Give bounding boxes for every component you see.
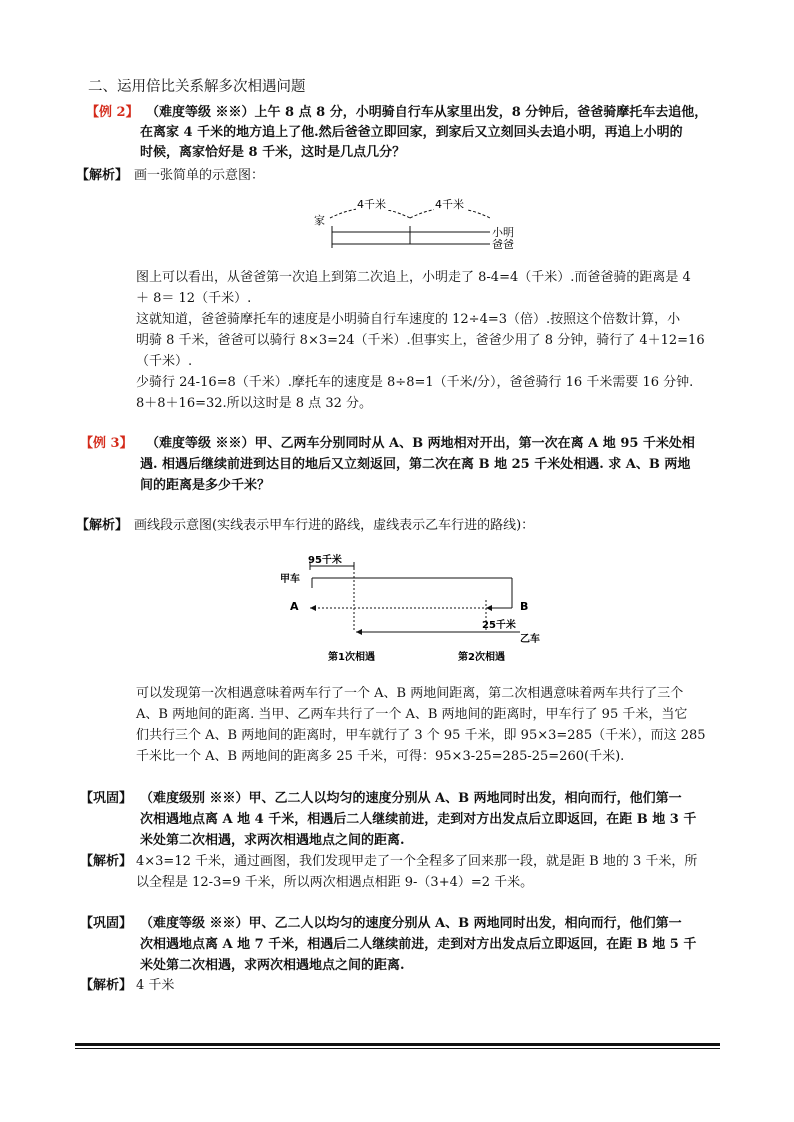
consolidation-2-analysis-tag: 【解析】 [80,978,133,993]
label-meeting-2: 第2次相遇 [458,652,505,663]
label-baba: 爸爸 [492,238,514,251]
example-2-body-6: 少骑行 24-16=8（千米）.摩托车的速度是 8÷8=1（千米/分），爸爸骑行 16 千米需要 16 分钟. [136,375,694,390]
consolidation-1-analysis-2: 以全程是 12-3=9 千米，所以两次相遇点相距 9-（3+4）=2 千米。 [136,875,534,890]
label-xiaoming: 小明 [492,226,514,239]
consolidation-1-analysis-1: 4×3=12 千米，通过画图，我们发现甲走了一个全程多了回来那一段，就是距 B 地的 3 千米，所 [136,854,698,869]
example-3-body-3: 们共行三个 A、B 两地间的距离时，甲车就行了 3 个 95 千米，即 95×3=285（千米），而这 285 [136,728,706,743]
consolidation-2-analysis: 4 千米 [136,978,175,993]
example-3-tag: 【例 3】 [80,436,133,451]
example-3-body-2: A、B 两地间的距离. 当甲、乙两车共行了一个 A、B 两地间的距离时，甲车行了 95 千米，当它 [136,707,688,722]
label-seg1: 4千米 [357,198,386,211]
example-2-body-4: 明骑 8 千米，爸爸可以骑行 8×3=24（千米）.但事实上，爸爸少用了 8 分钟，骑行了 4＋12=16 [136,333,705,348]
example-2-analysis-tag: 【解析】 [76,168,129,183]
consolidation-1-line-3: 米处第二次相遇，求两次相遇地点之间的距离. [140,833,405,848]
meeting-diagram [276,552,556,670]
example-3-line-1: （难度等级 ※※）甲、乙两车分别同时从 A、B 两地相对开出，第一次在离 A 地 95 千米处相 [146,436,695,451]
example-3-analysis-lead: 画线段示意图(实线表示甲车行进的路线，虚线表示乙车行进的路线)： [134,518,535,533]
pursuit-diagram [300,188,520,258]
example-2-body-7: 8＋8＋16=32.所以这时是 8 点 32 分。 [136,396,372,411]
label-b: B [520,600,529,613]
example-3-analysis-tag: 【解析】 [76,518,129,533]
example-2-analysis-lead: 画一张简单的示意图： [134,168,265,183]
consolidation-1-tag: 【巩固】 [80,791,133,806]
consolidation-1-line-1: （难度级别 ※※）甲、乙二人以均匀的速度分别从 A、B 两地同时出发，相向而行，他们第一 [140,791,682,806]
consolidation-1-line-2: 次相遇地点离 A 地 4 千米，相遇后二人继续前进，走到对方出发点后立即返回，在距 B 地 3 千 [140,812,697,827]
section-title: 二、运用倍比关系解多次相遇问题 [88,79,306,95]
label-yi-car: 乙车 [520,634,540,645]
label-25km: 25千米 [482,620,516,631]
footer-rule-thin [75,1048,720,1049]
example-2-body-1: 图上可以看出，从爸爸第一次追上到第二次追上，小明走了 8-4=4（千米）.而爸爸骑的距离是 4 [136,270,691,285]
example-3-body-4: 千米比一个 A、B 两地间的距离多 25 千米，可得：95×3-25=285-25=260(千米). [136,749,625,764]
footer-rule-thick [75,1043,720,1046]
example-2-body-2: ＋ 8＝ 12（千米）. [136,291,252,306]
label-meeting-1: 第1次相遇 [328,652,375,663]
example-2-body-5: （千米）. [136,354,193,369]
consolidation-2-line-3: 米处第二次相遇，求两次相遇地点之间的距离. [140,958,405,973]
label-a: A [290,600,299,613]
example-2-line-3: 时候，离家恰好是 8 千米，这时是几点几分？ [140,145,406,160]
example-2-tag: 【例 2】 [86,105,139,120]
example-2-line-2: 在离家 4 千米的地方追上了他.然后爸爸立即回家，到家后又立刻回头去追小明，再追上小明的 [140,125,683,140]
example-3-body-1: 可以发现第一次相遇意味着两车行了一个 A、B 两地间距离，第二次相遇意味着两车共行了三个 [136,686,684,701]
consolidation-2-line-2: 次相遇地点离 A 地 7 千米，相遇后二人继续前进，走到对方出发点后立即返回，在距 B 地 5 千 [140,937,697,952]
example-2-line-1: （难度等级 ※※）上午 8 点 8 分，小明骑自行车从家里出发，8 分钟后，爸爸骑摩托车去追他， [146,105,708,120]
consolidation-2-tag: 【巩固】 [80,916,133,931]
example-2-body-3: 这就知道，爸爸骑摩托车的速度是小明骑自行车速度的 12÷4=3（倍）.按照这个倍数计算，小 [136,312,681,327]
example-3-line-2: 遇. 相遇后继续前进到达目的地后又立刻返回，第二次在离 B 地 25 千米处相遇. 求 A、B 两地 [140,457,691,472]
label-seg2: 4千米 [435,198,464,211]
consolidation-2-line-1: （难度等级 ※※）甲、乙二人以均匀的速度分别从 A、B 两地同时出发，相向而行，他们第一 [140,916,682,931]
label-jia-car: 甲车 [280,574,300,585]
consolidation-1-analysis-tag: 【解析】 [80,854,133,869]
label-95km: 95千米 [308,555,342,566]
label-home: 家 [314,214,325,227]
example-3-line-3: 间的距离是多少千米？ [140,478,271,493]
